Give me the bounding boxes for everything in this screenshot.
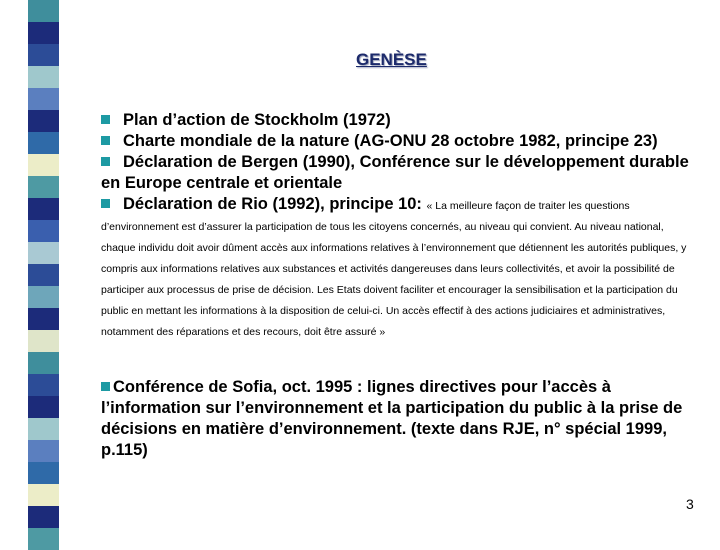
strip-block <box>28 330 59 352</box>
bullet-item-charte <box>101 131 691 152</box>
strip-block <box>28 198 59 220</box>
bullet-text: Plan d’action de Stockholm (1972) <box>123 111 391 129</box>
strip-block <box>28 308 59 330</box>
slide-title: GENÈSE <box>356 50 427 69</box>
strip-block <box>28 66 59 88</box>
square-bullet-icon <box>101 136 110 145</box>
strip-block <box>28 88 59 110</box>
strip-block <box>28 484 59 506</box>
bullet-text: Charte mondiale de la nature (AG-ONU 28 octobre 1982, principe 23) <box>123 132 658 150</box>
strip-block <box>28 242 59 264</box>
rio-quote: « La meilleure façon de traiter les questions d’environnement est d’assurer la participation de tous les citoyens concernés, au niveau qui convient. Au niveau national, chaque individu doit avoir dûment accès aux informations relatives à l’environnement que détiennent les autorités publiques, y compris aux informations relatives aux substances et activités dangereuses dans leurs collectivités, et avoir la possibilité de participer aux processus de prise de décision. Les Etats doivent faciliter et encourager la sensibilisation et la participation du public en mettant les informations à la disposition de celui-ci. Un accès effectif à des actions judiciaires et administratives, notamment des réparations et des recours, doit être assuré » <box>101 200 687 338</box>
strip-block <box>28 110 59 132</box>
square-bullet-icon <box>101 382 110 391</box>
strip-block <box>28 0 59 22</box>
square-bullet-icon <box>101 115 110 124</box>
strip-block <box>28 462 59 484</box>
bullet-list <box>101 110 691 341</box>
square-bullet-icon <box>101 157 110 166</box>
square-bullet-icon <box>101 199 110 208</box>
strip-block <box>28 418 59 440</box>
strip-block <box>28 22 59 44</box>
strip-block <box>28 264 59 286</box>
bullet-item-sofia <box>101 377 691 461</box>
strip-block <box>28 132 59 154</box>
strip-block <box>28 44 59 66</box>
bullet-item-bergen <box>101 152 691 194</box>
bullet-item-stockholm <box>101 110 691 131</box>
strip-block <box>28 176 59 198</box>
strip-block <box>28 220 59 242</box>
strip-block <box>28 528 59 550</box>
strip-block <box>28 154 59 176</box>
bullet-text: Déclaration de Bergen (1990), Conférence sur le développement durable en Europe centrale et orientale <box>101 153 689 192</box>
strip-block <box>28 374 59 396</box>
decorative-color-strip <box>28 0 59 540</box>
strip-block <box>28 396 59 418</box>
rio-heading: Déclaration de Rio (1992), principe 10: <box>123 195 422 213</box>
strip-block <box>28 286 59 308</box>
strip-block <box>28 440 59 462</box>
page-number: 3 <box>686 496 694 512</box>
strip-block <box>28 506 59 528</box>
sofia-text: Conférence de Sofia, oct. 1995 : lignes directives pour l’accès à l’information sur l’environnement et la participation du public à la prise de décisions en matière d’environnement. (texte dans RJE, n° spécial 1999, p.115) <box>101 378 683 459</box>
strip-block <box>28 352 59 374</box>
bullet-item-rio <box>101 194 691 341</box>
